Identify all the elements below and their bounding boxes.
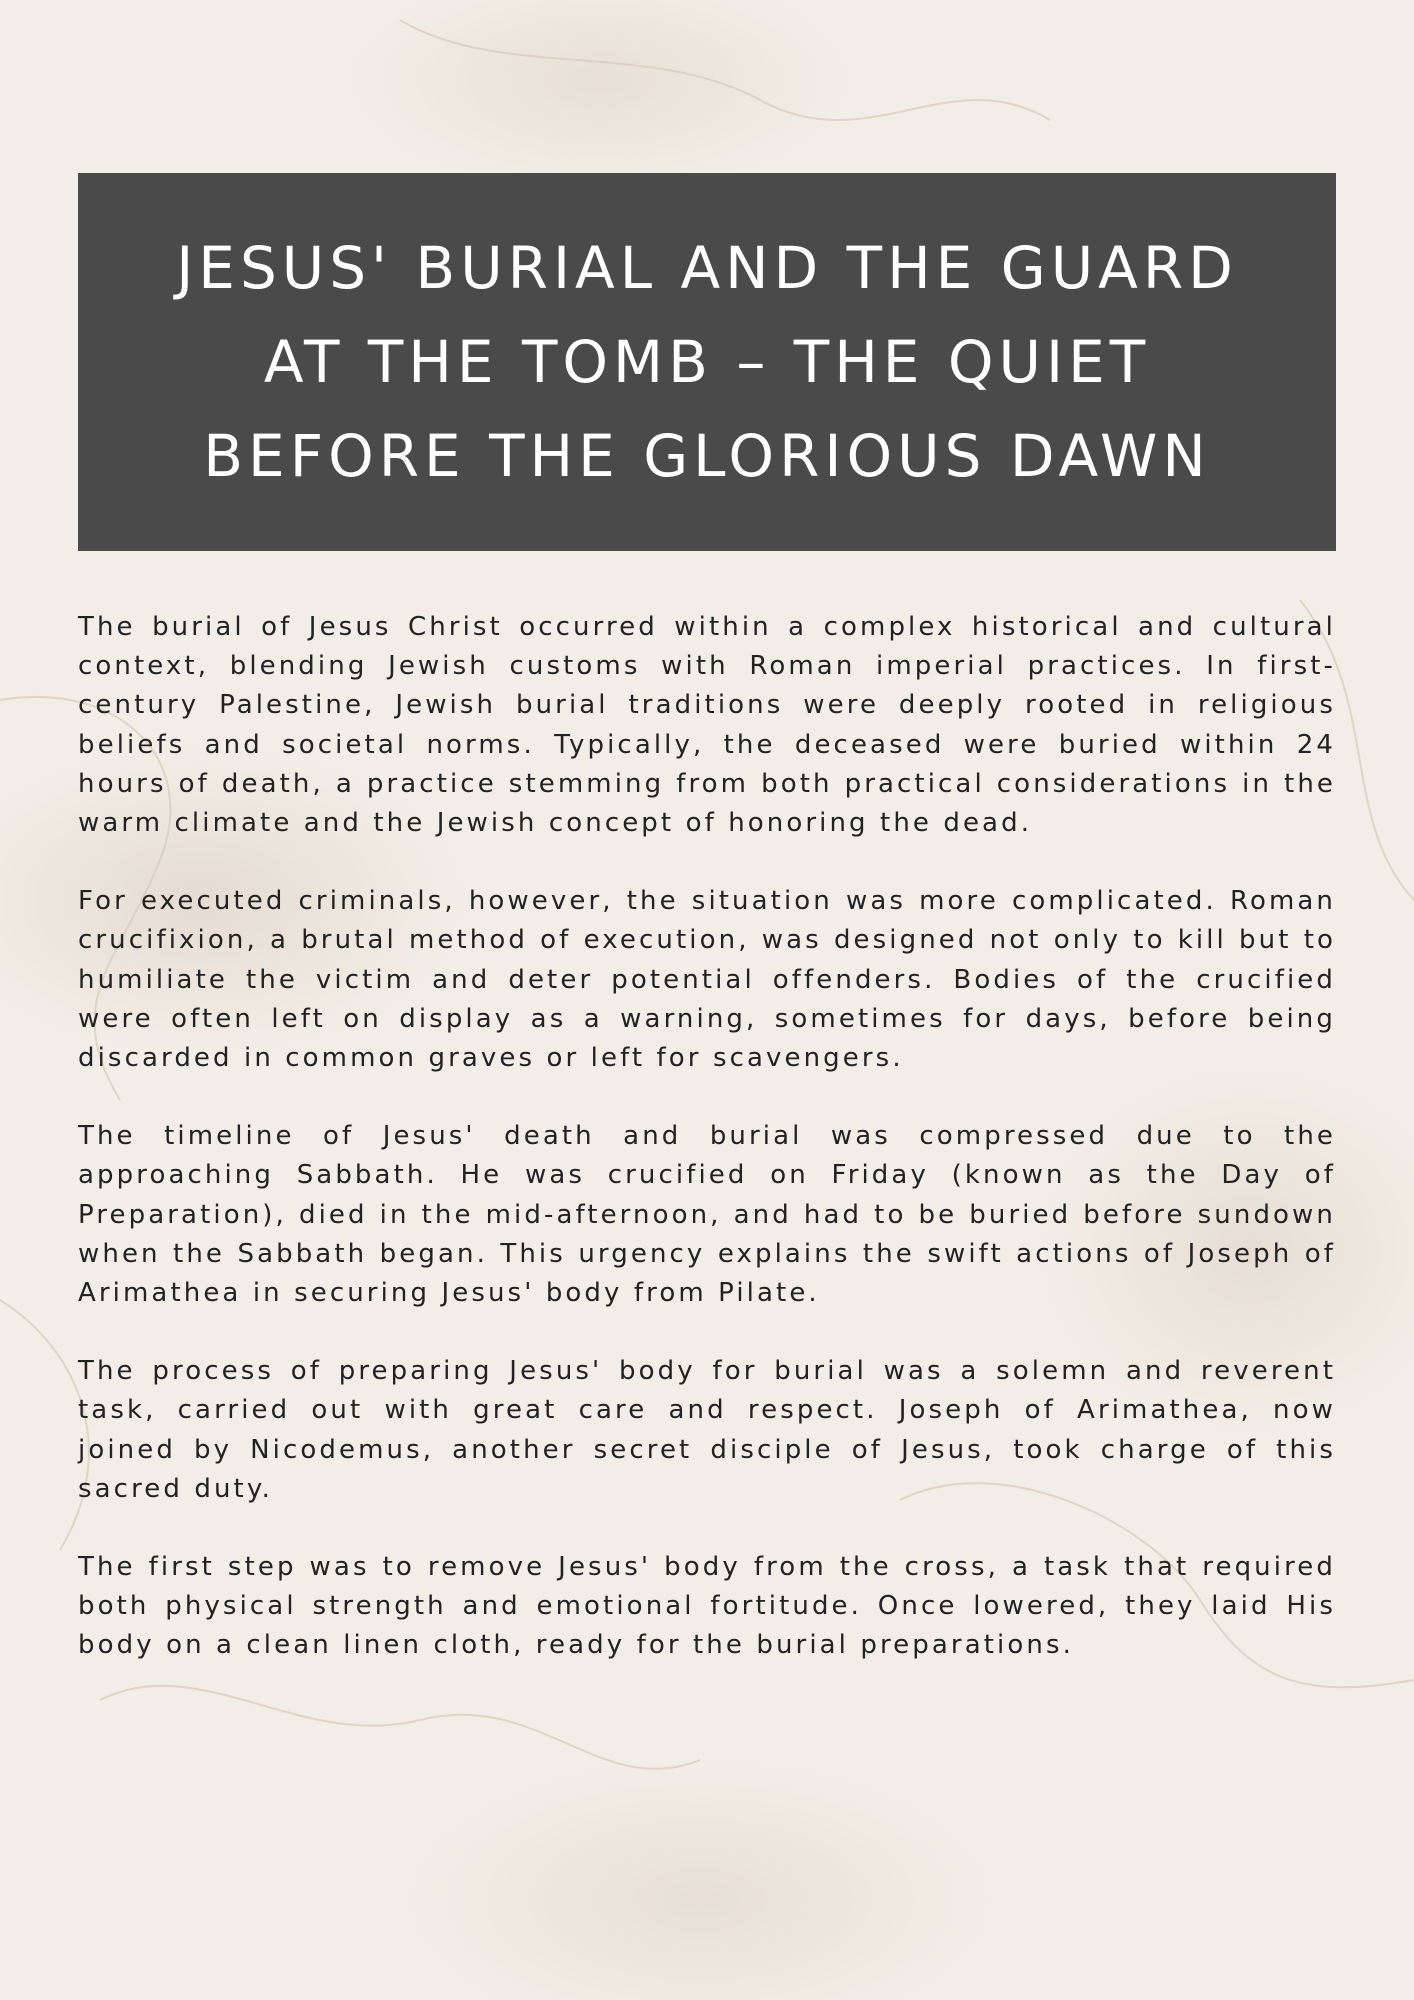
title-banner — [78, 173, 1336, 551]
paragraph: For executed criminals, however, the situation was more complicated. Roman crucifixion, a brutal method of execution, was designed not only to kill but to humiliate the victim and deter potential offenders. Bodies of the crucified were often left on display as a warning, sometimes for days, before being discarded in common graves or left for scavengers. — [78, 886, 1336, 1074]
paragraph: The burial of Jesus Christ occurred within a complex historical and cultural context, blending Jewish customs with Roman imperial practices. In first-century Palestine, Jewish burial traditions were deeply rooted in religious beliefs and societal norms. Typically, the deceased were buried within 24 hours of death, a practice stemming from both practical considerations in the warm climate and the Jewish concept of honoring the dead. — [78, 612, 1336, 839]
paragraph: The process of preparing Jesus' body for burial was a solemn and reverent task, carried out with great care and respect. Joseph of Arimathea, now joined by Nicodemus, another secret disciple of Jesus, took charge of this sacred duty. — [78, 1356, 1336, 1504]
page-title: JESUS' BURIAL AND THE GUARD AT THE TOMB – THE QUIET BEFORE THE GLORIOUS DAWN — [176, 234, 1238, 490]
article-body — [78, 608, 1336, 1705]
paragraph: The first step was to remove Jesus' body from the cross, a task that required both physical strength and emotional fortitude. Once lowered, they laid His body on a clean linen cloth, ready for the burial preparations. — [78, 1552, 1336, 1661]
paragraph: The timeline of Jesus' death and burial was compressed due to the approaching Sabbath. He was crucified on Friday (known as the Day of Preparation), died in the mid-afternoon, and had to be buried before sundown when the Sabbath began. This urgency explains the swift actions of Joseph of Arimathea in securing Jesus' body from Pilate. — [78, 1121, 1336, 1309]
